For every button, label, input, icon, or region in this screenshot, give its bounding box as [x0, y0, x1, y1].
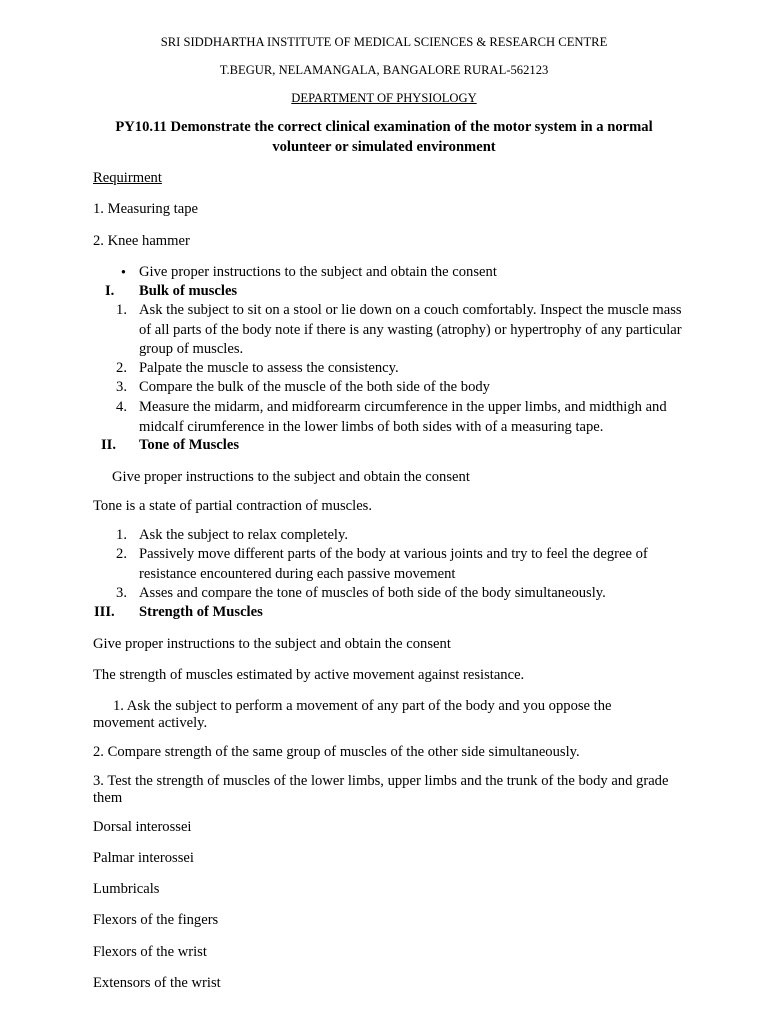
paragraph: Tone is a state of partial contraction of muscles. [93, 498, 373, 514]
step-text: 2. Compare strength of the same group of muscles of the other side simultaneously. [93, 744, 580, 760]
section-numeral: III. [94, 604, 115, 620]
step-number: 2. [116, 546, 127, 562]
section-heading: Tone of Muscles [139, 437, 239, 453]
step-number: 3. [116, 379, 127, 395]
muscle-item: Lumbricals [93, 881, 160, 897]
requirement-heading: Requirment [93, 170, 162, 186]
bullet-icon: • [120, 265, 126, 281]
step-text: Passively move different parts of the body at various joints and try to feel the degree of resistance encountered during each passive movement [139, 546, 648, 582]
step-text: Compare the bulk of the muscle of the both side of the body [139, 379, 490, 395]
intro-bullet-text: Give proper instructions to the subject and obtain the consent [139, 264, 497, 280]
section-heading: Bulk of muscles [139, 283, 238, 299]
step-number: 2. [116, 360, 127, 376]
department-name: DEPARTMENT OF PHYSIOLOGY [291, 91, 477, 105]
step-text: 1. Ask the subject to perform a movement of any part of the body and you oppose the movement actively. [93, 698, 612, 731]
step-text: Measure the midarm, and midforearm circumference in the upper limbs, and midthigh and midcalf cirumference in the lower limbs of both sides with of a measuring tape. [139, 399, 667, 435]
step-text: Ask the subject to sit on a stool or lie down on a couch comfortably. Inspect the muscle mass of all parts of the body note if there is any wasting (atrophy) or hypertrophy of any particular group of muscles. [139, 302, 682, 357]
muscle-item: Palmar interossei [93, 850, 194, 866]
paragraph: Give proper instructions to the subject and obtain the consent [112, 469, 470, 485]
step-number: 1. [116, 527, 127, 543]
muscle-item: Flexors of the wrist [93, 944, 207, 960]
section-heading: Strength of Muscles [139, 604, 263, 620]
muscle-item: Dorsal interossei [93, 819, 192, 835]
requirement-item: 1. Measuring tape [93, 201, 198, 217]
institute-address: T.BEGUR, NELAMANGALA, BANGALORE RURAL-562123 [219, 63, 549, 77]
step-text: Palpate the muscle to assess the consistency. [139, 360, 399, 376]
page-title: PY10.11 Demonstrate the correct clinical examination of the motor system in a normal volunteer or simulated environment [115, 119, 653, 155]
step-text: 3. Test the strength of muscles of the lower limbs, upper limbs and the trunk of the body and grade them [93, 773, 669, 806]
step-number: 1. [116, 302, 127, 318]
step-text: Ask the subject to relax completely. [139, 527, 348, 543]
section-numeral: I. [105, 283, 115, 299]
section-numeral: II. [101, 437, 117, 453]
muscle-item: Flexors of the fingers [93, 912, 219, 928]
muscle-item: Extensors of the wrist [93, 975, 221, 991]
step-text: Asses and compare the tone of muscles of both side of the body simultaneously. [139, 585, 606, 601]
paragraph: Give proper instructions to the subject and obtain the consent [93, 636, 451, 652]
paragraph: The strength of muscles estimated by active movement against resistance. [93, 667, 525, 683]
step-number: 4. [116, 399, 127, 415]
requirement-item: 2. Knee hammer [93, 233, 190, 249]
institute-name: SRI SIDDHARTHA INSTITUTE OF MEDICAL SCIENCES & RESEARCH CENTRE [160, 35, 608, 49]
step-number: 3. [116, 585, 127, 601]
